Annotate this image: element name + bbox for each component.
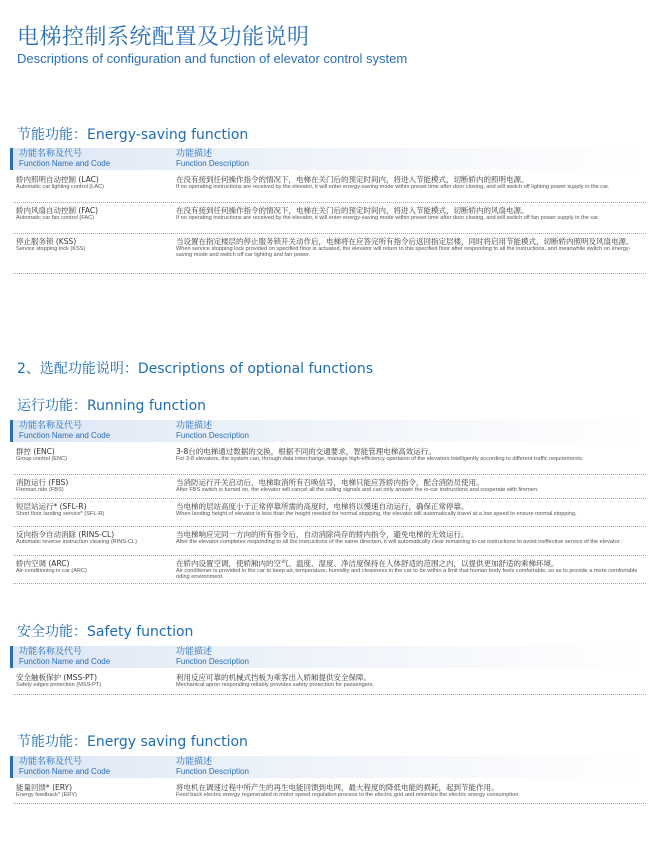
row-name-en: Energy feedback* (ERY) — [16, 792, 77, 798]
row-desc-en: For 3-8 elevators, the system can, through data interchange, manage high-efficiency opertaion of the elevators intelligently according to different traffic requirements. — [176, 456, 584, 462]
row-name-en: Fireman ride (FBS) — [16, 487, 64, 493]
table-row — [13, 476, 646, 499]
header-desc-en: Function Description — [176, 431, 249, 440]
row-desc-en: After the elevator completes responding to all the instructions of the same direction, it will automatically clear remaining in-car instructions to avoid ineffective service of the elevator. — [176, 539, 621, 545]
row-name-zh: 能量回馈* (ERY) — [16, 783, 73, 792]
table-row — [13, 204, 646, 234]
table-row — [13, 173, 646, 203]
row-desc-en: When landing height of elevator is less than the height needed for normal stopping, the elevator will automatically travel at a low speed to ensure normal stopping. — [176, 511, 577, 517]
section-title-energy-saving: 节能功能：Energy-saving function — [17, 127, 249, 143]
table-row — [13, 500, 646, 527]
row-name-zh: 群控 (ENC) — [16, 447, 55, 456]
row-name-zh: 反向指令自动消除 (RINS-CL) — [16, 530, 115, 539]
row-name-zh: 停止服务锁 (KSS) — [16, 237, 77, 246]
header-name-zh: 功能名称及代号 — [19, 149, 83, 159]
header-desc-en: Function Description — [176, 767, 249, 776]
row-name-zh: 轿内空调 (ARC) — [16, 559, 70, 568]
table-row — [13, 557, 646, 584]
row-desc-en: If no operating instructions are received by the elevator, it will enter energy-saving mode within preset time after door closing, and will switch off lighting power supply in the car. — [176, 184, 610, 190]
row-name-zh: 安全触板保护 (MSS-PT) — [16, 673, 98, 682]
row-name-en: Group control (ENC) — [16, 456, 67, 462]
row-desc-zh: 3-8台的电梯通过数据的交换，根据不同的交通要求，智能管理电梯高效运行。 — [176, 447, 436, 456]
header-name-en: Function Name and Code — [19, 657, 111, 666]
table-header — [10, 148, 649, 170]
header-desc-zh: 功能描述 — [176, 757, 213, 767]
row-desc-zh: 利用反应可靠的机械式挡板为乘客出入轿厢提供安全保障。 — [176, 673, 371, 682]
header-desc-column — [176, 150, 249, 168]
header-name-column — [19, 422, 110, 440]
table-header — [10, 646, 649, 668]
table-header — [10, 756, 649, 778]
row-name-en: Service stopping lock (KSS) — [16, 246, 86, 252]
header-name-column — [19, 758, 110, 776]
header-name-en: Function Name and Code — [19, 159, 111, 168]
row-name-en: Short floor landing service* (SFL-R) — [16, 511, 105, 517]
table-row — [13, 235, 646, 274]
row-name-en: Air-conditioning in car (ARC) — [16, 568, 87, 574]
header-name-zh: 功能名称及代号 — [19, 647, 83, 657]
row-desc-en: Air conditioner is provided in the car to keep air, temperature, humidity and cleanness in the car to be within a limit that human body feels comfortable, so as to provide a more comfortable riding environment. — [176, 568, 638, 581]
row-desc-zh: 将电机在调速过程中所产生的再生电能回馈到电网，最大程度的降低电能的损耗，起到节能作用。 — [176, 783, 499, 792]
header-desc-column — [176, 758, 249, 776]
header-desc-en: Function Description — [176, 657, 249, 666]
row-name-zh: 短层站运行* (SFL-R) — [16, 502, 87, 511]
row-desc-en: Feed back electric energy regenerated in motor speed regulation process to the electric grid and minimize the electric energy consumption. — [176, 792, 520, 798]
header-desc-column — [176, 422, 249, 440]
row-name-zh: 消防运行 (FBS) — [16, 478, 69, 487]
optional-functions-heading: 2、选配功能说明：Descriptions of optional functions — [17, 361, 374, 377]
header-name-en: Function Name and Code — [19, 767, 111, 776]
table-row — [13, 445, 646, 475]
page-subtitle: Descriptions of configuration and function of elevator control system — [17, 51, 408, 66]
header-name-column — [19, 150, 110, 168]
row-desc-zh: 在没有接到任何操作指令的情况下，电梯在关门后的预定时间内，将进入节能模式，切断轿内的风扇电源。 — [176, 206, 529, 215]
row-desc-zh: 在轿内设置空调，使轿厢内的空气、温度、湿度、净洁度保持在人体舒适的范围之内，以提供更加舒适的乘梯环境。 — [176, 559, 559, 568]
row-desc-en: After FBS switch is turned on, the elevator will cancel all the calling signals and can only answer the in-car instructions and cooperate with firemen. — [176, 487, 539, 493]
row-name-zh: 轿内照明自动控制 (LAC) — [16, 175, 99, 184]
row-desc-zh: 当设置在指定楼层的停止服务锁开关动作后，电梯将在应答完所有指令后返回指定层楼，同时将启用节能模式，切断轿内照明及风扇电源。 — [176, 237, 634, 246]
row-desc-zh: 当电梯的层站高度小于正常停靠所需的高度时，电梯将以慢速自动运行，确保正常停靠。 — [176, 502, 469, 511]
section-title-safety: 安全功能：Safety function — [17, 624, 194, 640]
header-desc-column — [176, 648, 249, 666]
row-desc-zh: 当消防运行开关启动后，电梯取消所有召唤信号，电梯只能应答轿内指令，配合消防员使用。 — [176, 478, 484, 487]
table-row — [13, 528, 646, 556]
header-name-en: Function Name and Code — [19, 431, 111, 440]
header-desc-en: Function Description — [176, 159, 249, 168]
header-desc-zh: 功能描述 — [176, 149, 213, 159]
table-row — [13, 781, 646, 804]
table-header — [10, 420, 649, 442]
header-name-column — [19, 648, 110, 666]
header-desc-zh: 功能描述 — [176, 647, 213, 657]
row-name-zh: 轿内风扇自动控制 (FAC) — [16, 206, 99, 215]
row-desc-en: If no operating instructions are received by the elevator, it will enter energy-saving mode within preset time after door closing, and will switch off fan power supply in the car. — [176, 215, 600, 221]
row-name-en: Automatic reverse instruction clearing (RINS-CL) — [16, 539, 137, 545]
row-desc-en: Mechanical apron responding reliably provides safety protection for passengers. — [176, 682, 375, 688]
header-name-zh: 功能名称及代号 — [19, 421, 83, 431]
section-title-running: 运行功能：Running function — [17, 398, 207, 414]
page-title: 电梯控制系统配置及功能说明 — [17, 25, 310, 50]
header-name-zh: 功能名称及代号 — [19, 757, 83, 767]
row-name-en: Automatic car lighting control (LAC) — [16, 184, 104, 190]
row-desc-en: When service stopping lock provided on specified floor is actuated, the elevator will return to this specified floor after responding to all the instructions, and meanwhile switch on energy-saving mode and switch off car lighting and fan power. — [176, 246, 631, 259]
row-name-en: Automatic car fan control (FAC) — [16, 215, 95, 221]
header-desc-zh: 功能描述 — [176, 421, 213, 431]
section-title-energy-saving-2: 节能功能：Energy saving function — [17, 734, 248, 750]
row-desc-zh: 在没有接到任何操作指令的情况下，电梯在关门后的预定时间内，将进入节能模式，切断轿内的照明电源。 — [176, 175, 529, 184]
row-name-en: Safety edges protection (MSS-PT) — [16, 682, 102, 688]
table-row — [13, 671, 646, 695]
row-desc-zh: 当电梯响应完同一方向的所有指令后，自动消除尚存的轿内指令，避免电梯的无效运行。 — [176, 530, 469, 539]
